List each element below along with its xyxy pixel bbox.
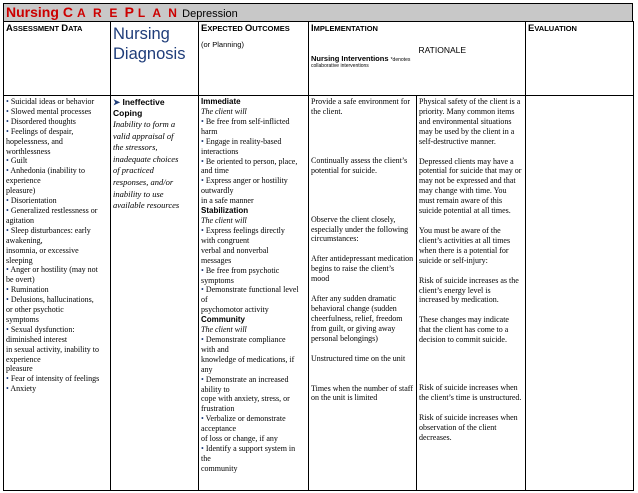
immediate-outcome-line: • Express anger or hostility (201, 176, 288, 186)
assessment-item: • Anger or hostility (may not (6, 265, 98, 275)
bullet-icon: • (6, 106, 11, 116)
implementation-item: After any sudden dramatic (311, 294, 397, 304)
implementation-item: mood (311, 274, 330, 284)
assessment-item: experience (6, 176, 41, 186)
rationale-item: Risk of suicide increases as the (419, 275, 519, 285)
community-outcome-line: acceptance (201, 424, 237, 434)
header-expected-outcomes: EXPECTED OUTCOMES (or Planning) (199, 22, 309, 96)
rationale-item: may not be expressed and that (419, 176, 516, 186)
assessment-cell (4, 96, 111, 491)
rationale-item: must remain aware of this (419, 196, 503, 206)
rationale-item: that the client has come to a (419, 325, 509, 335)
community-outcome-line: • Verbalize or demonstrate (201, 414, 286, 424)
spacer (311, 344, 414, 354)
bullet-icon: • (6, 285, 11, 295)
implementation-item: Observe the client closely, (311, 214, 396, 224)
assessment-item: sleeping (6, 255, 33, 265)
diagnosis-definition-line: the stressors, (113, 142, 158, 153)
immediate-outcome-line: and time (201, 166, 229, 176)
header-rationale: RATIONALE (417, 22, 526, 96)
rationale-item: Physical safety of the client is a (419, 97, 521, 106)
diagnosis-definition-line: inability to use (113, 188, 164, 199)
diagnosis-definition-line: of practiced (113, 165, 154, 176)
community-outcome-line: frustration (201, 404, 235, 414)
bullet-icon: • (6, 166, 11, 176)
implementation-item: begins to raise the client’s (311, 264, 395, 274)
implementation-item: behavioral change (sudden (311, 303, 397, 313)
assessment-item: in sexual activity, inability to (6, 344, 100, 354)
rationale-item: Risk of suicide increases when (419, 412, 518, 422)
assessment-item: • Generalized restlessness or (6, 205, 98, 215)
diagnosis-definition-line: valid appraisal of (113, 130, 174, 141)
title-lan: L A N (137, 6, 180, 20)
spacer (419, 216, 523, 226)
implementation-item: on the unit is limited (311, 393, 378, 403)
bullet-icon: • (201, 176, 206, 186)
spacer (419, 345, 523, 383)
spacer (311, 284, 414, 294)
immediate-outcome-line: harm (201, 126, 218, 136)
bullet-icon: • (6, 225, 11, 235)
bullet-icon: • (6, 374, 11, 384)
assessment-item: • Disorientation (6, 196, 57, 206)
spacer (311, 176, 414, 215)
client-will-stabilization: The client will (201, 216, 247, 226)
immediate-heading: Immediate (201, 97, 241, 106)
spacer (419, 266, 523, 276)
rationale-item: decision to commit suicide. (419, 335, 507, 345)
assessment-item: diminished interest (6, 334, 68, 344)
assessment-item: • Rumination (6, 285, 49, 295)
implementation-item: Times when the number of staff (311, 383, 413, 393)
community-outcome-line: with and (201, 344, 229, 354)
assessment-item: pleasure) (6, 186, 36, 196)
rationale-item: the client’s time is unstructured. (419, 392, 522, 402)
diagnosis-cell (111, 96, 199, 491)
assessment-item: insomnia, or excessive (6, 245, 79, 255)
implementation-item: personal belongings) (311, 333, 378, 343)
assessment-item: • Suicidal ideas or behavior (6, 97, 95, 106)
rationale-item: self-destructive manner. (419, 136, 496, 146)
assessment-item: • Fear of intensity of feelings (6, 374, 100, 384)
community-outcome-line: the (201, 453, 211, 463)
rationale-list (419, 97, 523, 443)
care-plan-table (3, 21, 634, 491)
bullet-icon: • (201, 414, 206, 424)
rationale-item: client’s energy level is (419, 285, 491, 295)
stabilization-outcome-line: of (201, 295, 208, 305)
community-heading: Community (201, 315, 245, 325)
implementation-item: Provide a safe environment for (311, 97, 411, 106)
arrow-bullet-icon: ➤ (113, 97, 121, 107)
client-will-immediate: The client will (201, 107, 247, 116)
bullet-icon: • (6, 116, 11, 126)
immediate-outcome-line: • Engage in reality-based (201, 136, 282, 146)
assessment-item: • Guilt (6, 156, 28, 166)
community-outcome-line: • Demonstrate compliance (201, 335, 286, 345)
immediate-outcome-line: outwardly (201, 186, 234, 196)
implementation-item: cheerfulness, relief, freedom (311, 313, 403, 323)
implementation-list (311, 97, 414, 403)
implementation-item: from guilt, or giving away (311, 323, 396, 333)
header-or-planning: (or Planning) (201, 40, 244, 49)
assessment-item: • Disordered thoughts (6, 116, 76, 126)
rationale-item: You must be aware of the (419, 225, 501, 235)
assessment-item: be overt) (6, 275, 35, 285)
assessment-item: • Feelings of despair, (6, 126, 74, 136)
spacer (419, 403, 523, 413)
header-row (4, 22, 634, 96)
assessment-item: hopelessness, and (6, 136, 63, 146)
community-outcome-line: • Identify a support system in (201, 444, 296, 453)
stabilization-outcome-line: • Demonstrate functional level (201, 285, 299, 295)
assessment-item: • Sexual dysfunction: (6, 324, 75, 334)
implementation-item: the client. (311, 106, 343, 116)
header-evaluation: EVALUATION (526, 22, 634, 96)
bullet-icon: • (201, 285, 206, 295)
bullet-icon: • (201, 136, 206, 146)
immediate-outcomes (201, 117, 306, 206)
header-implementation: IMPLEMENTATION Nursing Interventions *denotes collaborative interventions (309, 22, 417, 96)
rationale-item: Risk of suicide increases when (419, 383, 518, 393)
rationale-item: suicide or self-injury: (419, 255, 488, 265)
stabilization-outcome-line: with congruent (201, 235, 250, 245)
implementation-item: especially under the following (311, 224, 409, 234)
bullet-icon: • (6, 324, 11, 334)
community-outcome-line: cope with anxiety, stress, or (201, 394, 290, 404)
diagnosis-definition-line: Inability to form a (113, 119, 176, 129)
bullet-icon: • (201, 444, 206, 453)
rationale-item: when there is a potential for (419, 245, 509, 255)
stabilization-outcome-line: messages (201, 255, 232, 265)
community-outcome-line: knowledge of medications, if (201, 354, 295, 364)
diagnosis-definition (113, 119, 196, 212)
assessment-item: • Slowed mental processes (6, 106, 92, 116)
community-outcome-line: of loss or change, if any (201, 434, 278, 444)
diagnosis-definition-line: available resources (113, 200, 180, 211)
title-c: C (62, 4, 74, 20)
spacer (311, 117, 414, 156)
bullet-icon: • (201, 335, 206, 345)
diagnosis-title: ➤ Ineffective Coping (113, 97, 165, 118)
bullet-icon: • (6, 97, 11, 106)
assessment-item: pleasure (6, 364, 33, 374)
community-outcome-line: community (201, 463, 238, 473)
content-row (4, 96, 634, 491)
diagnosis-definition-line: inadequate choices (113, 153, 179, 164)
assessment-item: experience (6, 354, 41, 364)
assessment-item: • Sleep disturbances: early (6, 225, 91, 235)
rationale-item: priority. Many common items (419, 106, 515, 116)
bullet-icon: • (201, 374, 206, 384)
rationale-item: suicide potential at all times. (419, 206, 511, 216)
assessment-item: worthlessness (6, 146, 51, 156)
assessment-item: or other psychotic (6, 305, 64, 315)
immediate-outcome-line: in a safe manner (201, 196, 254, 206)
assessment-item: • Anhedonia (inability to (6, 166, 86, 176)
implementation-item: After antidepressant medication (311, 254, 414, 264)
bullet-icon: • (201, 265, 206, 275)
stabilization-outcome-line: • Be free from psychotic (201, 265, 280, 275)
assessment-item: awakening, (6, 235, 43, 245)
stabilization-outcome-line: verbal and nonverbal (201, 245, 269, 255)
rationale-item: decreases. (419, 432, 452, 442)
spacer (419, 305, 523, 315)
bullet-icon: • (6, 295, 11, 305)
implementation-cell (309, 96, 417, 491)
bullet-icon: • (6, 384, 11, 394)
rationale-item: increased by medication. (419, 295, 499, 305)
title-p: P (124, 4, 134, 20)
bullet-icon: • (201, 116, 206, 126)
rationale-item: These changes may indicate (419, 315, 509, 325)
community-outcomes (201, 335, 306, 474)
community-outcome-line: ability to (201, 384, 230, 394)
implementation-item: potential for suicide. (311, 165, 377, 175)
rationale-item: and environmental situations (419, 116, 512, 126)
bullet-icon: • (6, 196, 11, 206)
implementation-item: Unstructured time on the unit (311, 353, 406, 363)
immediate-outcome-line: • Be free from self-inflicted (201, 116, 290, 126)
stabilization-outcome-line: symptoms (201, 275, 234, 285)
care-plan-title (3, 3, 633, 21)
bullet-icon: • (6, 265, 11, 275)
stabilization-outcome-line: psychomotor activity (201, 305, 269, 315)
diagnosis-definition-line: responses, and/or (113, 176, 174, 187)
header-assessment-data: ASSESSMENT DATA (4, 22, 111, 96)
stabilization-heading: Stabilization (201, 206, 249, 216)
implementation-item: Continually assess the client’s (311, 155, 408, 165)
spacer (419, 147, 523, 157)
rationale-item: client’s activities at all times (419, 235, 511, 245)
bullet-icon: • (6, 156, 11, 166)
rationale-item: may be used by the client in a (419, 126, 515, 136)
bullet-icon: • (6, 205, 11, 215)
assessment-item: agitation (6, 215, 34, 225)
header-nursing-diagnosis: Nursing Diagnosis (111, 22, 199, 96)
rationale-item: potential for suicide that may or (419, 166, 522, 176)
assessment-item: • Delusions, hallucinations, (6, 295, 94, 305)
evaluation-cell (526, 96, 634, 491)
title-nursing: Nursing (6, 4, 59, 20)
title-are: A R E (77, 6, 120, 20)
spacer (311, 244, 414, 254)
implementation-item: circumstances: (311, 234, 359, 244)
spacer (311, 364, 414, 384)
outcomes-cell (199, 96, 309, 491)
assessment-item: symptoms (6, 314, 39, 324)
rationale-item: may change with time. You (419, 186, 507, 196)
title-depression: Depression (182, 8, 238, 20)
rationale-item: observation of the client (419, 422, 497, 432)
assessment-list (6, 97, 108, 394)
bullet-icon: • (201, 156, 206, 166)
rationale-item: Depressed clients may have a (419, 156, 514, 166)
assessment-item: • Anxiety (6, 384, 37, 394)
rationale-cell (417, 96, 526, 491)
stabilization-outcome-line: • Express feelings directly (201, 225, 285, 235)
bullet-icon: • (6, 126, 11, 136)
stabilization-outcomes (201, 226, 306, 315)
bullet-icon: • (201, 225, 206, 235)
header-collaborative: collaborative interventions (311, 63, 369, 69)
client-will-community: The client will (201, 325, 247, 335)
immediate-outcome-line: • Be oriented to person, place, (201, 156, 298, 166)
header-nursing-interventions: Nursing Interventions *denotes (311, 54, 411, 63)
community-outcome-line: • Demonstrate an increased (201, 374, 289, 384)
care-plan-page (3, 3, 633, 491)
immediate-outcome-line: interactions (201, 146, 239, 156)
community-outcome-line: any (201, 364, 213, 374)
